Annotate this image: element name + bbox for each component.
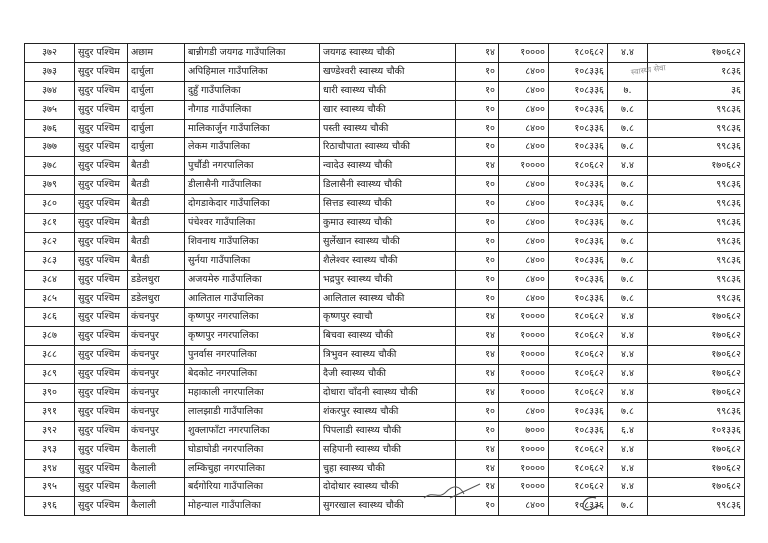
count-cell: १० xyxy=(456,214,499,233)
district-cell: कंचनपुर xyxy=(128,402,185,421)
amount-cell: १०००० xyxy=(499,478,549,497)
local-body-cell: लालझाडी गाउँपालिका xyxy=(185,402,320,421)
local-body-cell: कृष्णपुर नगरपालिका xyxy=(185,327,320,346)
local-body-cell: कृष्णपुर नगरपालिका xyxy=(185,308,320,327)
serial-number-cell: ३९५ xyxy=(25,478,75,497)
ratio-cell xyxy=(608,62,648,81)
amount-cell: ८४०० xyxy=(499,62,549,81)
district-cell: अछाम xyxy=(128,44,185,63)
health-post-cell: धारी स्वास्थ्य चौकी xyxy=(320,81,456,100)
total-cell: १०८३३६ xyxy=(549,214,608,233)
serial-number-cell: ३७७ xyxy=(25,138,75,157)
health-post-cell: पिपलाडी स्वास्थ्य चौकी xyxy=(320,421,456,440)
total-cell: १०८३३६ xyxy=(549,138,608,157)
province-cell: सुदुर पश्चिम xyxy=(75,478,128,497)
total-cell: १०८३३६ xyxy=(549,195,608,214)
table-row xyxy=(25,100,745,119)
total-cell: १०८३३६ xyxy=(549,497,608,516)
health-post-cell: कृष्णपुर स्वाचौ xyxy=(320,308,456,327)
final-amount-cell: ९९८३६ xyxy=(648,176,745,195)
health-post-cell: बिचवा स्वास्थ्य चौकी xyxy=(320,327,456,346)
count-cell: १० xyxy=(456,497,499,516)
ratio-cell: ७.८ xyxy=(608,195,648,214)
total-cell: १०८३३६ xyxy=(549,270,608,289)
local-body-cell: पुर्चौडी नगरपालिका xyxy=(185,157,320,176)
amount-cell: १०००० xyxy=(499,44,549,63)
local-body-cell: बेदकोट नगरपालिका xyxy=(185,365,320,384)
serial-number-cell: ३८१ xyxy=(25,214,75,233)
district-cell: दार्चुला xyxy=(128,100,185,119)
province-cell: सुदुर पश्चिम xyxy=(75,440,128,459)
serial-number-cell: ३९३ xyxy=(25,440,75,459)
ratio-cell: ७.८ xyxy=(608,232,648,251)
district-cell: दार्चुला xyxy=(128,62,185,81)
total-cell: १८०६८२ xyxy=(549,327,608,346)
health-post-cell: कुमाउ स्वास्थ्य चौकी xyxy=(320,214,456,233)
count-cell: १४ xyxy=(456,346,499,365)
province-cell: सुदुर पश्चिम xyxy=(75,289,128,308)
local-body-cell: लम्किचुहा नगरपालिका xyxy=(185,459,320,478)
ratio-cell: ७.८ xyxy=(608,214,648,233)
table-row xyxy=(25,497,745,516)
total-cell: १८०६८२ xyxy=(549,478,608,497)
final-amount-cell: १७०६८२ xyxy=(648,44,745,63)
count-cell: १० xyxy=(456,195,499,214)
amount-cell: १०००० xyxy=(499,308,549,327)
serial-number-cell: ३८९ xyxy=(25,365,75,384)
ratio-cell: ७.८ xyxy=(608,119,648,138)
final-amount-cell: १७०६८२ xyxy=(648,157,745,176)
table-row xyxy=(25,289,745,308)
final-amount-cell: १७०६८२ xyxy=(648,459,745,478)
local-body-cell: घोडाघोडी नगरपालिका xyxy=(185,440,320,459)
local-body-cell: सुर्नया गाउँपालिका xyxy=(185,251,320,270)
final-amount-cell: ९९८३६ xyxy=(648,214,745,233)
serial-number-cell: ३७६ xyxy=(25,119,75,138)
serial-number-cell: ३८७ xyxy=(25,327,75,346)
province-cell: सुदुर पश्चिम xyxy=(75,346,128,365)
local-body-cell: अजयमेरु गाउँपालिका xyxy=(185,270,320,289)
total-cell: १०८३३६ xyxy=(549,251,608,270)
ratio-cell: ७.८ xyxy=(608,251,648,270)
ratio-cell: ४.४ xyxy=(608,384,648,403)
count-cell: १० xyxy=(456,232,499,251)
final-amount-cell: १७०६८२ xyxy=(648,308,745,327)
serial-number-cell: ३७८ xyxy=(25,157,75,176)
ratio-cell: ४.४ xyxy=(608,308,648,327)
district-cell: कैलाली xyxy=(128,497,185,516)
health-post-cell: डिलासैनी स्वास्थ्य चौकी xyxy=(320,176,456,195)
district-cell: कैलाली xyxy=(128,459,185,478)
amount-cell: १०००० xyxy=(499,346,549,365)
count-cell: १० xyxy=(456,270,499,289)
ratio-cell: ४.४ xyxy=(608,327,648,346)
health-post-cell: जयगढ स्वास्थ्य चौकी xyxy=(320,44,456,63)
table-row xyxy=(25,176,745,195)
province-cell: सुदुर पश्चिम xyxy=(75,421,128,440)
local-body-cell: अपिहिमाल गाउँपालिका xyxy=(185,62,320,81)
count-cell: १४ xyxy=(456,459,499,478)
initials-mark xyxy=(574,492,606,516)
table-row xyxy=(25,402,745,421)
health-post-cell: रिठाचौपाता स्वास्थ्य चौकी xyxy=(320,138,456,157)
province-cell: सुदुर पश्चिम xyxy=(75,270,128,289)
ratio-cell: ७.८ xyxy=(608,100,648,119)
final-amount-cell: १७०६८२ xyxy=(648,346,745,365)
health-post-cell: आलिताल स्वास्थ्य चौकी xyxy=(320,289,456,308)
district-cell: कंचनपुर xyxy=(128,421,185,440)
total-cell: १८०६८२ xyxy=(549,459,608,478)
province-cell: सुदुर पश्चिम xyxy=(75,195,128,214)
ratio-cell: ७.८ xyxy=(608,138,648,157)
province-cell: सुदुर पश्चिम xyxy=(75,459,128,478)
local-body-cell: मोहन्याल गाउँपालिका xyxy=(185,497,320,516)
count-cell: १४ xyxy=(456,157,499,176)
health-post-cell: शंकरपुर स्वास्थ्य चौकी xyxy=(320,402,456,421)
health-post-cell: त्रिभुवन स्वास्थ्य चौकी xyxy=(320,346,456,365)
province-cell: सुदुर पश्चिम xyxy=(75,81,128,100)
final-amount-cell: ९९८३६ xyxy=(648,138,745,157)
final-amount-cell: १७०६८२ xyxy=(648,327,745,346)
province-cell: सुदुर पश्चिम xyxy=(75,402,128,421)
table-row xyxy=(25,440,745,459)
table-row xyxy=(25,157,745,176)
district-cell: बैतडी xyxy=(128,214,185,233)
health-post-cell: शैलेश्वर स्वास्थ्य चौकी xyxy=(320,251,456,270)
ratio-cell: ७. xyxy=(608,81,648,100)
ratio-cell: ४.४ xyxy=(608,157,648,176)
local-body-cell: दोगडाकेदार गाउँपालिका xyxy=(185,195,320,214)
province-cell: सुदुर पश्चिम xyxy=(75,100,128,119)
amount-cell: ८४०० xyxy=(499,289,549,308)
serial-number-cell: ३८५ xyxy=(25,289,75,308)
total-cell: १०८३३६ xyxy=(549,289,608,308)
province-cell: सुदुर पश्चिम xyxy=(75,497,128,516)
count-cell: १४ xyxy=(456,308,499,327)
stamp-text: स्वास्थ्य सेवा xyxy=(630,63,667,77)
final-amount-cell: ९९८३६ xyxy=(648,251,745,270)
amount-cell: १०००० xyxy=(499,157,549,176)
health-post-cell: खण्डेश्वरी स्वास्थ्य चौकी xyxy=(320,62,456,81)
ratio-cell: ७.८ xyxy=(608,270,648,289)
count-cell: १४ xyxy=(456,365,499,384)
table-row xyxy=(25,365,745,384)
serial-number-cell: ३८२ xyxy=(25,232,75,251)
ratio-cell: ४.४ xyxy=(608,44,648,63)
final-amount-cell: ९९८३६ xyxy=(648,195,745,214)
table-row xyxy=(25,384,745,403)
ratio-cell: ४.४ xyxy=(608,459,648,478)
serial-number-cell: ३८३ xyxy=(25,251,75,270)
district-cell: कंचनपुर xyxy=(128,346,185,365)
district-cell: कंचनपुर xyxy=(128,327,185,346)
serial-number-cell: ३८८ xyxy=(25,346,75,365)
count-cell: १० xyxy=(456,100,499,119)
count-cell: १० xyxy=(456,62,499,81)
total-cell: १०८३३६ xyxy=(549,119,608,138)
province-cell: सुदुर पश्चिम xyxy=(75,119,128,138)
serial-number-cell: ३९२ xyxy=(25,421,75,440)
ratio-cell: ४.४ xyxy=(608,346,648,365)
table-row xyxy=(25,81,745,100)
health-post-cell: चुहा स्वास्थ्य चौकी xyxy=(320,459,456,478)
count-cell: १० xyxy=(456,289,499,308)
table-row xyxy=(25,195,745,214)
table-row xyxy=(25,251,745,270)
amount-cell: ७००० xyxy=(499,421,549,440)
health-post-cell: सहिपानी स्वास्थ्य चौकी xyxy=(320,440,456,459)
district-cell: कंचनपुर xyxy=(128,384,185,403)
local-body-cell: बान्नीगडी जयगढ गाउँपालिका xyxy=(185,44,320,63)
district-cell: दार्चुला xyxy=(128,81,185,100)
district-cell: कैलाली xyxy=(128,440,185,459)
serial-number-cell: ३७४ xyxy=(25,81,75,100)
total-cell: १०८३३६ xyxy=(549,232,608,251)
local-body-cell: शुक्लाफाँटा नगरपालिका xyxy=(185,421,320,440)
serial-number-cell: ३८४ xyxy=(25,270,75,289)
district-cell: कैलाली xyxy=(128,478,185,497)
district-cell: बैतडी xyxy=(128,232,185,251)
local-body-cell: दुहुँ गाउँपालिका xyxy=(185,81,320,100)
health-post-cell: सुगरखाल स्वास्थ्य चौकी xyxy=(320,497,456,516)
local-body-cell: पुनर्वास नगरपालिका xyxy=(185,346,320,365)
province-cell: सुदुर पश्चिम xyxy=(75,384,128,403)
health-post-cell: दोधारा चाँदनी स्वास्थ्य चौकी xyxy=(320,384,456,403)
total-cell: १८०६८२ xyxy=(549,365,608,384)
count-cell: १४ xyxy=(456,44,499,63)
serial-number-cell: ३८० xyxy=(25,195,75,214)
final-amount-cell: ९९८३६ xyxy=(648,100,745,119)
serial-number-cell: ३७२ xyxy=(25,44,75,63)
count-cell: १० xyxy=(456,421,499,440)
province-cell: सुदुर पश्चिम xyxy=(75,44,128,63)
amount-cell: ८४०० xyxy=(499,176,549,195)
amount-cell: ८४०० xyxy=(499,402,549,421)
serial-number-cell: ३७९ xyxy=(25,176,75,195)
serial-number-cell: ३९४ xyxy=(25,459,75,478)
serial-number-cell: ३९६ xyxy=(25,497,75,516)
total-cell: १८०६८२ xyxy=(549,44,608,63)
health-post-cell: भद्रपुर स्वास्थ्य चौकी xyxy=(320,270,456,289)
amount-cell: ८४०० xyxy=(499,100,549,119)
district-cell: बैतडी xyxy=(128,176,185,195)
amount-cell: ८४०० xyxy=(499,119,549,138)
province-cell: सुदुर पश्चिम xyxy=(75,214,128,233)
district-cell: डडेलधुरा xyxy=(128,289,185,308)
health-post-cell: दोदोधार स्वास्थ्य चौकी xyxy=(320,478,456,497)
district-cell: डडेलधुरा xyxy=(128,270,185,289)
amount-cell: ८४०० xyxy=(499,232,549,251)
table-row xyxy=(25,138,745,157)
district-cell: बैतडी xyxy=(128,157,185,176)
province-cell: सुदुर पश्चिम xyxy=(75,138,128,157)
final-amount-cell: १७०६८२ xyxy=(648,384,745,403)
health-post-cell: सित्तड स्वास्थ्य चौकी xyxy=(320,195,456,214)
province-cell: सुदुर पश्चिम xyxy=(75,327,128,346)
total-cell: १०८३३६ xyxy=(549,176,608,195)
ratio-cell: ७.८ xyxy=(608,402,648,421)
health-post-cell: सुर्लेखान स्वास्थ्य चौकी xyxy=(320,232,456,251)
local-body-cell: नौगाड गाउँपालिका xyxy=(185,100,320,119)
table-row xyxy=(25,270,745,289)
ratio-cell: ७.८ xyxy=(608,497,648,516)
final-amount-cell: १७०६८२ xyxy=(648,365,745,384)
province-cell: सुदुर पश्चिम xyxy=(75,232,128,251)
district-cell: दार्चुला xyxy=(128,119,185,138)
table-row xyxy=(25,214,745,233)
final-amount-cell: ९९८३६ xyxy=(648,497,745,516)
total-cell: १०८३३६ xyxy=(549,402,608,421)
total-cell: १०८३३६ xyxy=(549,62,608,81)
total-cell: १८०६८२ xyxy=(549,440,608,459)
local-body-cell: आलिताल गाउँपालिका xyxy=(185,289,320,308)
ratio-cell: ७.८ xyxy=(608,176,648,195)
local-body-cell: शिवनाथ गाउँपालिका xyxy=(185,232,320,251)
total-cell: १८०६८२ xyxy=(549,384,608,403)
amount-cell: १०००० xyxy=(499,459,549,478)
amount-cell: ८४०० xyxy=(499,195,549,214)
amount-cell: ८४०० xyxy=(499,138,549,157)
amount-cell: १०००० xyxy=(499,440,549,459)
health-post-cell: दैजी स्वास्थ्य चौकी xyxy=(320,365,456,384)
serial-number-cell: ३८६ xyxy=(25,308,75,327)
district-cell: दार्चुला xyxy=(128,138,185,157)
table-row xyxy=(25,346,745,365)
final-amount-cell: १८३६ xyxy=(648,62,745,81)
amount-cell: ८४०० xyxy=(499,497,549,516)
table-row xyxy=(25,459,745,478)
count-cell: १० xyxy=(456,138,499,157)
count-cell: १० xyxy=(456,119,499,138)
final-amount-cell: ९९८३६ xyxy=(648,119,745,138)
table-row xyxy=(25,119,745,138)
facility-table xyxy=(24,43,745,516)
local-body-cell: पंचेश्वर गाउँपालिका xyxy=(185,214,320,233)
table-row xyxy=(25,232,745,251)
serial-number-cell: ३९१ xyxy=(25,402,75,421)
total-cell: १८०६८२ xyxy=(549,157,608,176)
total-cell: १०८३३६ xyxy=(549,100,608,119)
count-cell: १४ xyxy=(456,384,499,403)
health-post-cell: पस्ती स्वास्थ्य चौकी xyxy=(320,119,456,138)
district-cell: बैतडी xyxy=(128,195,185,214)
ratio-cell: ६.४ xyxy=(608,421,648,440)
province-cell: सुदुर पश्चिम xyxy=(75,62,128,81)
district-cell: कंचनपुर xyxy=(128,365,185,384)
health-post-cell: न्वादेउ स्वास्थ्य चौकी xyxy=(320,157,456,176)
ratio-cell: ७.८ xyxy=(608,289,648,308)
district-cell: कंचनपुर xyxy=(128,308,185,327)
count-cell: १४ xyxy=(456,440,499,459)
amount-cell: १०००० xyxy=(499,327,549,346)
count-cell: १० xyxy=(456,251,499,270)
count-cell: १० xyxy=(456,402,499,421)
serial-number-cell: ३९० xyxy=(25,384,75,403)
table-row xyxy=(25,308,745,327)
final-amount-cell: ९९८३६ xyxy=(648,402,745,421)
table-row xyxy=(25,44,745,63)
table-row xyxy=(25,327,745,346)
final-amount-cell: ३६ xyxy=(648,81,745,100)
total-cell: १०८३३६ xyxy=(549,81,608,100)
table-row xyxy=(25,478,745,497)
local-body-cell: लेकम गाउँपालिका xyxy=(185,138,320,157)
ratio-cell: ४.४ xyxy=(608,440,648,459)
count-cell: १४ xyxy=(456,478,499,497)
table-row xyxy=(25,62,745,81)
total-cell: १०८३३६ xyxy=(549,421,608,440)
ratio-cell: ४.४ xyxy=(608,478,648,497)
amount-cell: ८४०० xyxy=(499,214,549,233)
final-amount-cell: ९९८३६ xyxy=(648,289,745,308)
amount-cell: १०००० xyxy=(499,384,549,403)
table-row xyxy=(25,421,745,440)
district-cell: बैतडी xyxy=(128,251,185,270)
health-post-cell: खार स्वास्थ्य चौकी xyxy=(320,100,456,119)
signature-mark xyxy=(420,478,490,504)
amount-cell: ८४०० xyxy=(499,270,549,289)
province-cell: सुदुर पश्चिम xyxy=(75,176,128,195)
amount-cell: १०००० xyxy=(499,365,549,384)
province-cell: सुदुर पश्चिम xyxy=(75,251,128,270)
ratio-cell: ४.४ xyxy=(608,365,648,384)
serial-number-cell: ३७३ xyxy=(25,62,75,81)
local-body-cell: मालिकार्जुन गाउँपालिका xyxy=(185,119,320,138)
count-cell: १० xyxy=(456,81,499,100)
serial-number-cell: ३७५ xyxy=(25,100,75,119)
total-cell: १८०६८२ xyxy=(549,346,608,365)
final-amount-cell: १७०६८२ xyxy=(648,478,745,497)
province-cell: सुदुर पश्चिम xyxy=(75,365,128,384)
amount-cell: ८४०० xyxy=(499,251,549,270)
local-body-cell: डीलासैनी गाउँपालिका xyxy=(185,176,320,195)
count-cell: १० xyxy=(456,176,499,195)
count-cell: १४ xyxy=(456,327,499,346)
final-amount-cell: ९९८३६ xyxy=(648,270,745,289)
final-amount-cell: ९९८३६ xyxy=(648,232,745,251)
province-cell: सुदुर पश्चिम xyxy=(75,157,128,176)
final-amount-cell: १७०६८२ xyxy=(648,440,745,459)
province-cell: सुदुर पश्चिम xyxy=(75,308,128,327)
total-cell: १८०६८२ xyxy=(549,308,608,327)
amount-cell: ८४०० xyxy=(499,81,549,100)
local-body-cell: महाकाली नगरपालिका xyxy=(185,384,320,403)
local-body-cell: बर्दगोरिया गाउँपालिका xyxy=(185,478,320,497)
final-amount-cell: १०१३३६ xyxy=(648,421,745,440)
